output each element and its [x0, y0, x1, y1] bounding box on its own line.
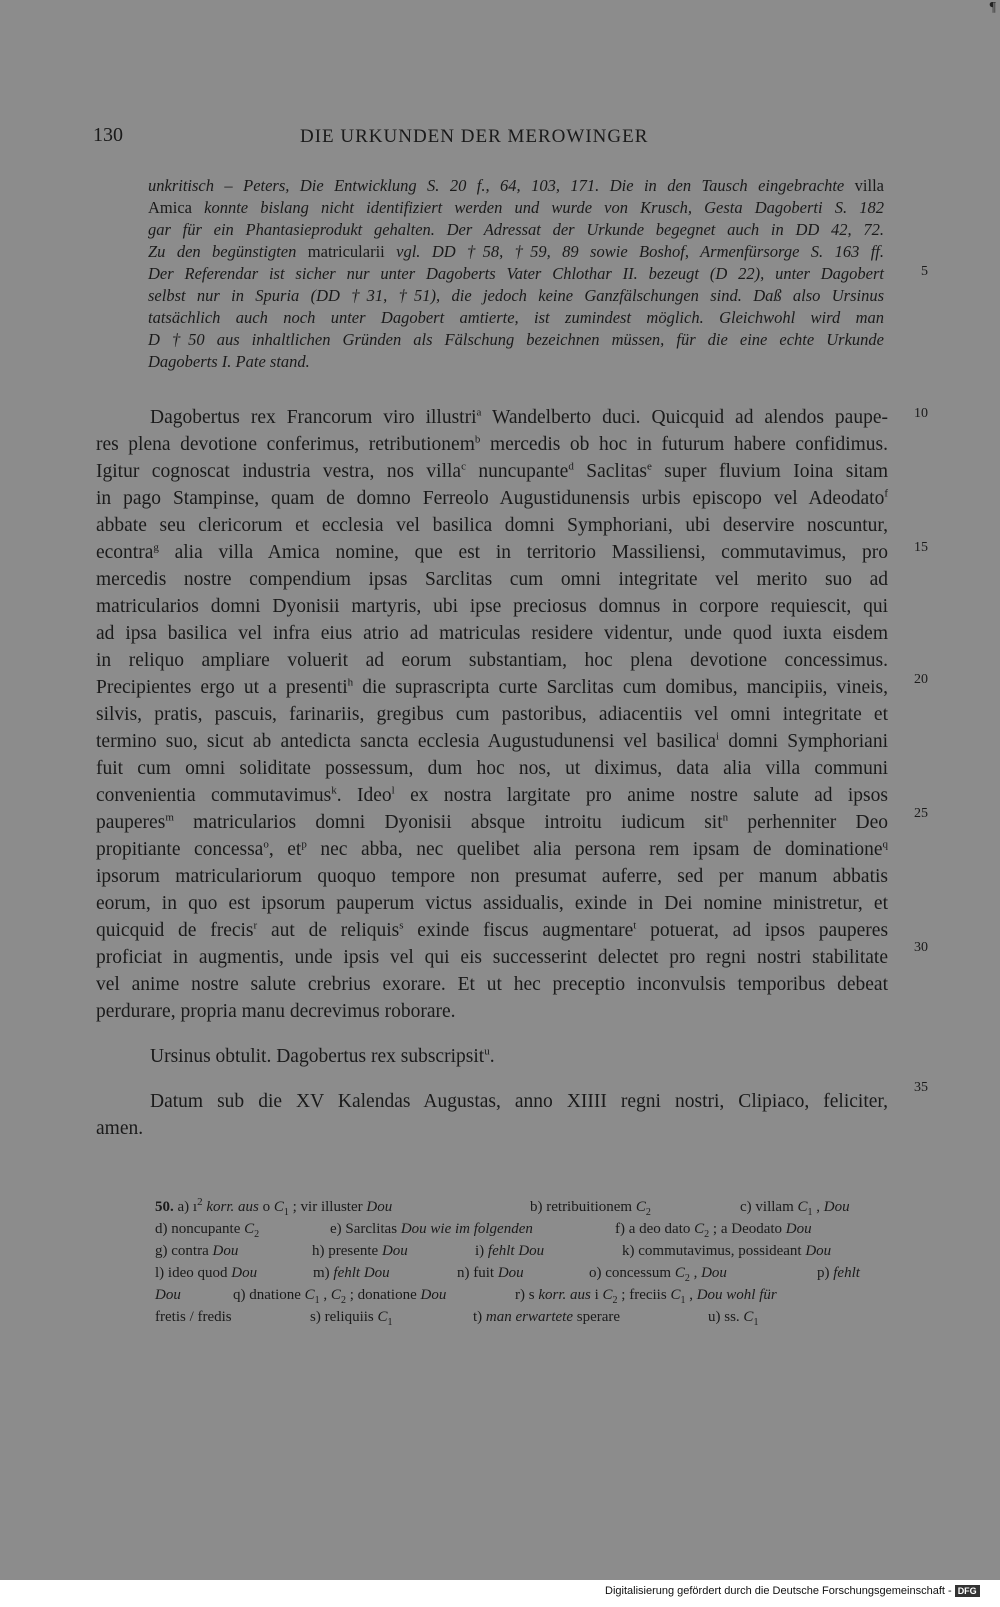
- text-run: silvis, pratis, pascuis, farinariis, gregibus cum pastoribus, adiacentiis vel omni integritate et: [96, 704, 888, 725]
- text-run: Amica: [148, 198, 192, 217]
- text-run: Wandelberto duci. Quicquid ad alendos paupe-: [481, 407, 888, 428]
- charter-line: [96, 728, 888, 755]
- text-run: Dou: [497, 1265, 524, 1281]
- text-run: korr. aus: [206, 1199, 259, 1215]
- charter-line: [96, 863, 888, 890]
- text-run: Dou: [231, 1265, 258, 1281]
- dating-line: [96, 1115, 888, 1142]
- text-run: m): [313, 1265, 334, 1281]
- text-run: ,: [685, 1287, 697, 1303]
- text-run: Dou: [805, 1243, 832, 1259]
- text-run: g) contra: [155, 1243, 213, 1259]
- charter-line: [96, 647, 888, 674]
- text-run: pauperes: [96, 812, 166, 833]
- manuscript-index: 2: [704, 1229, 710, 1240]
- text-run: ad ipsa basilica vel infra eius atrio ad matriculas residere videntur, unde quod iuxta eisdem: [96, 623, 888, 644]
- text-run: a) ı: [173, 1199, 198, 1215]
- margin-line-number: 15: [914, 540, 928, 555]
- footnote-entry: [310, 1306, 393, 1334]
- text-run: quicquid de frecis: [96, 920, 254, 941]
- charter-text: [96, 404, 888, 1142]
- margin-line-number: 35: [914, 1080, 928, 1095]
- footnote-entry: [708, 1306, 758, 1334]
- footnote-marker: l: [391, 784, 395, 797]
- commentary-line: [148, 197, 884, 219]
- text-run: 50.: [155, 1199, 174, 1215]
- dfg-logo: DFG: [955, 1585, 980, 1597]
- footnote-marker: i: [716, 730, 720, 743]
- margin-line-number: 25: [914, 806, 928, 821]
- charter-line: [96, 458, 888, 485]
- text-run: C: [244, 1221, 255, 1237]
- paragraph-gap: [96, 1025, 888, 1043]
- text-run: h) presente: [312, 1243, 382, 1259]
- text-run: perdurare, propria manu decrevimus roborare.: [96, 1001, 456, 1022]
- footnote-row: [155, 1284, 891, 1306]
- charter-line: [96, 917, 888, 944]
- footnote-marker: d: [568, 460, 574, 473]
- text-run: Der Referendar ist sicher nur unter Dagoberts Vater Chlothar II. bezeugt (D 22), unter Dagobert: [148, 264, 884, 283]
- footnote-entry: [817, 1262, 860, 1284]
- charter-line: [96, 485, 888, 512]
- text-run: C: [743, 1309, 754, 1325]
- text-run: l) ideo quod: [155, 1265, 232, 1281]
- text-run: Dou: [823, 1199, 850, 1215]
- text-run: c) villam: [740, 1199, 798, 1215]
- footnote-marker: h: [347, 676, 354, 689]
- footnote-marker: 2: [197, 1196, 203, 1208]
- text-run: Ursinus obtulit. Dagobertus rex subscripsit: [150, 1046, 485, 1067]
- charter-line: [96, 755, 888, 782]
- text-run: i: [590, 1287, 603, 1303]
- charter-line: [96, 404, 888, 431]
- text-run: d) noncupante: [155, 1221, 245, 1237]
- text-run: fehlt Dou: [487, 1243, 545, 1259]
- text-run: i): [475, 1243, 488, 1259]
- text-run: nuncupante: [465, 461, 569, 482]
- text-run: Dou: [785, 1221, 812, 1237]
- text-run: potuerat, ad ipsos pauperes: [636, 920, 889, 941]
- text-run: C: [273, 1199, 284, 1215]
- running-head: DIE URKUNDEN DER MEROWINGER: [300, 126, 649, 147]
- text-run: C: [694, 1221, 705, 1237]
- text-run: fehlt: [833, 1265, 860, 1281]
- commentary-line: [148, 241, 884, 263]
- margin-line-number: 30: [914, 940, 928, 955]
- text-run: Saclitas: [573, 461, 647, 482]
- text-run: q) dnatione: [233, 1287, 305, 1303]
- footnote-marker: g: [153, 541, 159, 554]
- margin-line-number: 20: [914, 672, 928, 687]
- footnote-entry: [330, 1218, 533, 1240]
- text-run: k) commutavimus, possideant: [622, 1243, 806, 1259]
- charter-line: [96, 971, 888, 998]
- text-run: ,: [689, 1265, 702, 1281]
- text-run: aut de reliquis: [257, 920, 400, 941]
- text-run: u) ss.: [708, 1309, 744, 1325]
- footnote-marker: t: [633, 919, 637, 932]
- text-run: Dou: [701, 1265, 727, 1281]
- footnote-marker: e: [646, 460, 652, 473]
- text-run: in reliquo ampliare voluerit ad eorum substantiam, hoc plena devotione concessimus.: [96, 650, 888, 671]
- manuscript-index: 2: [612, 1295, 618, 1306]
- charter-line: [96, 512, 888, 539]
- text-run: C: [602, 1287, 613, 1303]
- text-run: unkritisch – Peters, Die Entwicklung S. 20 f., 64, 103, 171. Die in den Tausch eingebrachte: [148, 176, 855, 195]
- text-run: . Ideo: [336, 785, 392, 806]
- charter-line: [96, 890, 888, 917]
- text-run: Dou: [366, 1199, 393, 1215]
- manuscript-index: 1: [680, 1295, 686, 1306]
- footnote-marker: c: [461, 460, 466, 473]
- text-run: mercedis ob hoc in futurum habere confidimus.: [480, 434, 889, 455]
- critical-apparatus: [155, 1196, 891, 1328]
- text-run: econtra: [96, 542, 154, 563]
- footnote-entry: [155, 1284, 181, 1306]
- text-run: o) concessum: [589, 1265, 675, 1281]
- footnote-marker: n: [722, 811, 729, 824]
- text-run: amen.: [96, 1118, 144, 1139]
- manuscript-index: 1: [387, 1317, 393, 1328]
- footnote-entry: [155, 1306, 232, 1328]
- manuscript-index: 1: [283, 1207, 289, 1218]
- manuscript-index: 1: [807, 1207, 813, 1218]
- footnote-entry: [155, 1240, 238, 1262]
- text-run: convenientia commutavimus: [96, 785, 332, 806]
- text-run: p): [817, 1265, 834, 1281]
- manuscript-index: 2: [684, 1273, 690, 1284]
- text-run: Dagobertus rex Francorum viro illustri: [150, 407, 477, 428]
- text-run: selbst nur in Spuria (DD †31, †51), die jedoch keine Ganzfälschungen sind. Daß also Ursinus: [148, 286, 884, 305]
- subscription-line: [96, 1043, 888, 1070]
- digitization-credit: [605, 1585, 980, 1597]
- charter-line: [96, 431, 888, 458]
- charter-line: [96, 998, 888, 1025]
- text-run: abbate seu clericorum et ecclesia vel basilica domni Symphoriani, ubi deservire noscuntur,: [96, 515, 888, 536]
- manuscript-index: 1: [753, 1317, 759, 1328]
- text-run: b) retribuitionem: [530, 1199, 636, 1215]
- footnote-entry: [473, 1306, 620, 1328]
- paragraph-gap: [96, 1070, 888, 1088]
- footnote-marker: o: [263, 838, 269, 851]
- charter-line: [96, 566, 888, 593]
- manuscript-index: 2: [254, 1229, 260, 1240]
- text-run: perhenniter Deo: [728, 812, 888, 833]
- text-run: f) a deo dato: [615, 1221, 695, 1237]
- text-run: C: [377, 1309, 388, 1325]
- text-run: Datum sub die XV Kalendas Augustas, anno XIIII regni nostri, Clipiaco, feliciter,: [150, 1091, 888, 1112]
- charter-line: [96, 620, 888, 647]
- text-run: n) fuit: [457, 1265, 498, 1281]
- manuscript-index: 2: [340, 1295, 346, 1306]
- text-run: vgl. DD †58, †59, 89 sowie Boshof, Armenfürsorge S. 163 ff.: [384, 242, 885, 261]
- text-run: vel anime nostre salute crebrius exorare. Et ut hec preceptio inconvulsis temporibus debeat: [96, 974, 888, 995]
- text-run: Dagoberts I. Pate stand.: [148, 352, 310, 371]
- footnote-entry: [313, 1262, 390, 1284]
- footnote-entry: [457, 1262, 524, 1284]
- text-run: tatsächlich auch noch unter Dagobert amtierte, ist zumindest möglich. Gleichwohl wird man: [148, 308, 884, 327]
- footnote-entry: [312, 1240, 408, 1262]
- footnote-marker: u: [484, 1045, 490, 1058]
- text-run: matricularii: [307, 242, 385, 261]
- commentary-line: [148, 263, 884, 285]
- text-run: Dou: [212, 1243, 239, 1259]
- text-run: ; vir illuster: [288, 1199, 367, 1215]
- footnote-marker: f: [884, 487, 888, 500]
- text-run: .: [489, 1046, 495, 1067]
- commentary-line: [148, 307, 884, 329]
- charter-line: [96, 593, 888, 620]
- text-run: C: [304, 1287, 315, 1303]
- text-run: exinde fiscus augmentare: [403, 920, 634, 941]
- text-run: e) Sarclitas: [330, 1221, 401, 1237]
- footnote-row: [155, 1218, 891, 1240]
- commentary-line: [148, 285, 884, 307]
- footnote-marker: b: [474, 433, 481, 446]
- text-run: D †50 aus inhaltlichen Gründen als Fälschung bezeichnen müssen, für die eine echte Urkunde: [148, 330, 884, 349]
- text-run: C: [635, 1199, 646, 1215]
- charter-line: [96, 809, 888, 836]
- text-run: Dou wohl für: [696, 1287, 777, 1303]
- text-run: ; freciis: [617, 1287, 671, 1303]
- text-run: Dou wie im folgenden: [400, 1221, 533, 1237]
- page-number: 130: [93, 124, 123, 146]
- commentary-line: [148, 175, 884, 197]
- commentary-line: [148, 329, 884, 351]
- text-run: alia villa Amica nomine, que est in territorio Massiliensi, commutavimus, pro: [158, 542, 888, 563]
- footnote-marker: k: [331, 784, 337, 797]
- charter-line: [96, 674, 888, 701]
- text-run: C: [330, 1287, 341, 1303]
- commentary-block: [148, 175, 884, 373]
- text-run: o: [258, 1199, 274, 1215]
- text-run: , et: [268, 839, 302, 860]
- text-run: eorum, in quo est ipsorum pauperum victus assidualis, exinde in Dei nomine ministretur, et: [96, 893, 888, 914]
- footnote-marker: a: [476, 406, 482, 419]
- footnote-marker: s: [399, 919, 404, 932]
- footnote-entry: [622, 1240, 831, 1262]
- text-run: r) s: [515, 1287, 539, 1303]
- text-run: fehlt Dou: [333, 1265, 390, 1281]
- text-run: ; donatione: [345, 1287, 421, 1303]
- text-run: mercedis nostre compendium ipsas Sarclitas cum omni integritate vel merito suo ad: [96, 569, 888, 590]
- text-run: Igitur cognoscat industria vestra, nos villa: [96, 461, 462, 482]
- text-run: ,: [812, 1199, 824, 1215]
- text-run: villa: [854, 176, 884, 195]
- text-run: Dou: [420, 1287, 447, 1303]
- text-run: gar für ein Phantasieprodukt gehalten. Der Adressat der Urkunde begegnet auch in DD 42, 72.: [148, 220, 884, 239]
- text-run: konnte bislang nicht identifiziert werden und wurde von Krusch, Gesta Dagoberti S. 182: [191, 198, 884, 217]
- charter-line: [96, 782, 888, 809]
- margin-line-number: 10: [914, 406, 928, 421]
- text-run: fretis / fredis: [155, 1309, 232, 1325]
- text-run: res plena devotione conferimus, retributionem: [96, 434, 475, 455]
- footnote-marker: r: [253, 919, 258, 932]
- text-run: t): [473, 1309, 486, 1325]
- text-run: korr. aus: [538, 1287, 591, 1303]
- footnote-row: [155, 1306, 891, 1328]
- charter-line: [96, 944, 888, 971]
- text-run: matricularios domni Dyonisii martyris, ubi ipse preciosus domnus in corpore requiescit, qui: [96, 596, 888, 617]
- corner-mark: ¶: [989, 0, 996, 15]
- footnote-marker: q: [882, 838, 888, 851]
- text-run: ; a Deodato: [709, 1221, 786, 1237]
- commentary-line: [148, 219, 884, 241]
- charter-line: [96, 836, 888, 863]
- charter-line: [96, 539, 888, 566]
- margin-line-number: 5: [921, 264, 928, 279]
- text-run: Precipientes ergo ut a presenti: [96, 677, 348, 698]
- text-run: ipsorum matriculariorum quoquo tempore non presumat auferre, sed per manum abbatis: [96, 866, 888, 887]
- manuscript-index: 2: [645, 1207, 651, 1218]
- footnote-row: [155, 1196, 891, 1218]
- text-run: ,: [319, 1287, 331, 1303]
- manuscript-index: 1: [314, 1295, 320, 1306]
- charter-line: [96, 701, 888, 728]
- text-run: man erwartete: [485, 1309, 573, 1325]
- footnote-marker: m: [165, 811, 174, 824]
- text-run: C: [797, 1199, 808, 1215]
- footnote-row: [155, 1240, 891, 1262]
- footnote-marker: p: [301, 838, 307, 851]
- footnote-entry: [475, 1240, 544, 1262]
- text-run: sperare: [573, 1309, 621, 1325]
- text-run: ex nostra largitate pro anime nostre salute ad ipsos: [394, 785, 888, 806]
- text-run: Dou: [381, 1243, 408, 1259]
- text-run: in pago Stampinse, quam de domno Ferreolo Augustidunensis urbis episcopo vel Adeodato: [96, 488, 885, 509]
- text-run: nec abba, nec quelibet alia persona rem ipsam de dominatione: [306, 839, 883, 860]
- credit-text: Digitalisierung gefördert durch die Deutsche Forschungsgemeinschaft -: [605, 1585, 952, 1597]
- text-run: termino suo, sicut ab antedicta sancta ecclesia Augustudunensi vel basilica: [96, 731, 717, 752]
- commentary-line: [148, 351, 884, 373]
- text-run: propitiante concessa: [96, 839, 264, 860]
- footnote-row: [155, 1262, 891, 1284]
- text-run: C: [670, 1287, 681, 1303]
- text-run: matricularios domni Dyonisii absque introitu iudicum sit: [173, 812, 723, 833]
- text-run: Zu den begünstigten: [148, 242, 308, 261]
- footnote-entry: [155, 1262, 257, 1284]
- text-run: proficiat in augmentis, unde ipsis vel qui eis successerint delectet pro regni nostri stabilitate: [96, 947, 888, 968]
- text-run: domni Symphoriani: [719, 731, 888, 752]
- dating-line: [96, 1088, 888, 1115]
- text-run: Dou: [155, 1287, 181, 1303]
- text-run: C: [674, 1265, 685, 1281]
- text-run: die suprascripta curte Sarclitas cum domibus, mancipiis, vineis,: [353, 677, 888, 698]
- text-run: s) reliquiis: [310, 1309, 378, 1325]
- text-run: fuit cum omni soliditate possessum, dum hoc nos, ut diximus, data alia villa communi: [96, 758, 888, 779]
- text-run: super fluvium Ioina sitam: [651, 461, 888, 482]
